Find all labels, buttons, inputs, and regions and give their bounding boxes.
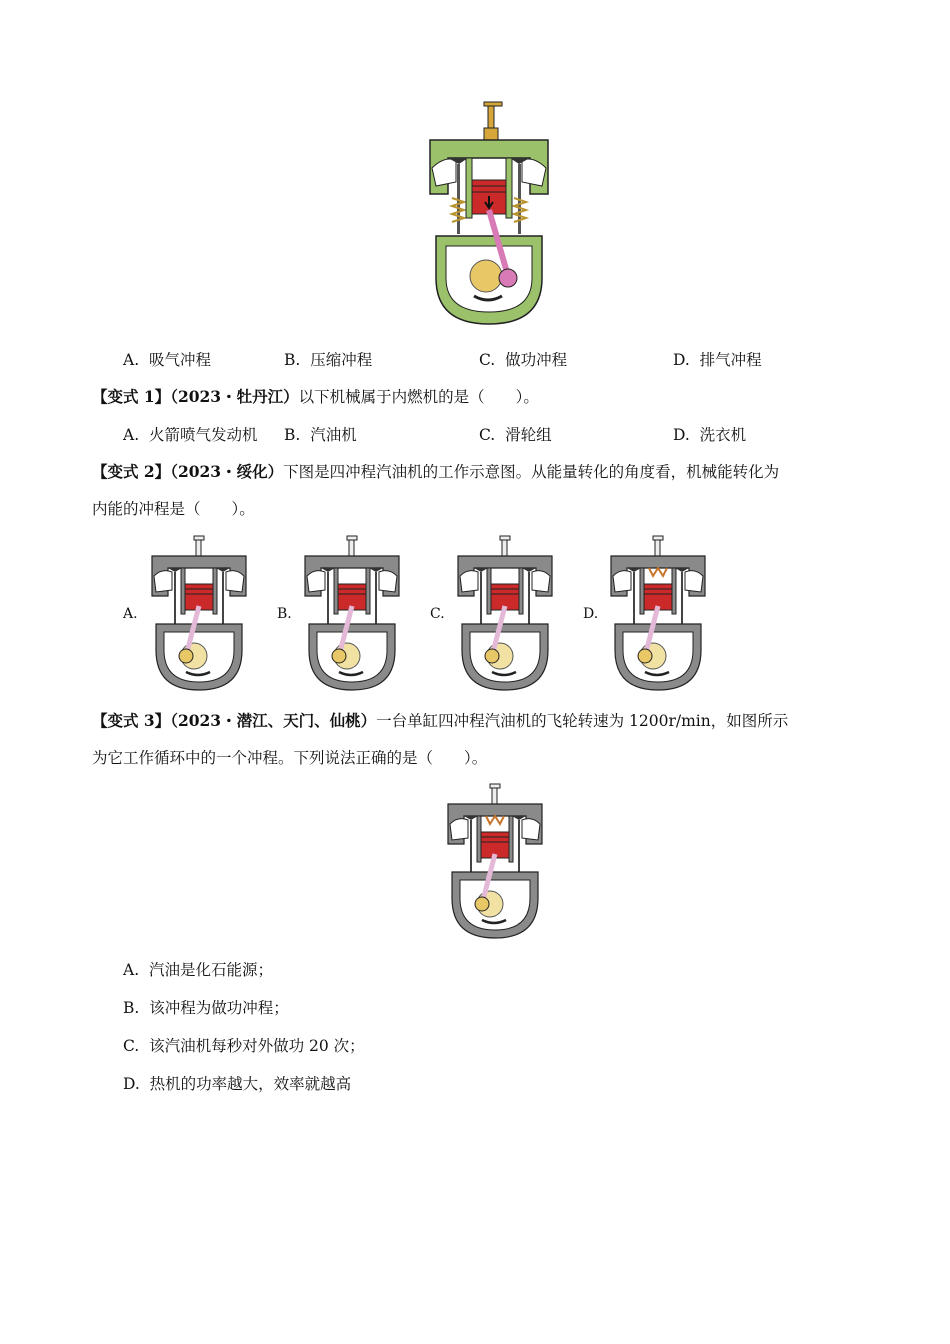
engine-figure-a[interactable] — [150, 532, 248, 692]
v3-stem-line1: 一台单缸四冲程汽油机的飞轮转速为 1200r/min，如图所示 — [376, 712, 789, 730]
v1-option-c[interactable]: C. 滑轮组 — [479, 426, 552, 444]
v2-stem-line1: 下图是四冲程汽油机的工作示意图。从能量转化的角度看，机械能转化为 — [283, 463, 780, 481]
engine-figure-v3 — [446, 780, 544, 940]
v3-option-b[interactable]: B. 该冲程为做功冲程； — [123, 999, 289, 1017]
engine-figure-c[interactable] — [456, 532, 554, 692]
v2-stem-line2: 内能的冲程是（ ）。 — [92, 500, 255, 518]
v2-figure-label-b[interactable]: B. — [277, 606, 292, 622]
v2-figure-label-d[interactable]: D. — [583, 606, 599, 622]
v1-stem: 以下机械属于内燃机的是（ ）。 — [298, 388, 539, 406]
engine-figure-d[interactable] — [609, 532, 707, 692]
v3-option-c[interactable]: C. 该汽油机每秒对外做功 20 次； — [123, 1037, 365, 1055]
v3-question-line2 — [92, 746, 487, 768]
v1-option-a[interactable]: A. 火箭喷气发动机 — [123, 426, 258, 444]
q0-option-d[interactable]: D. 排气冲程 — [673, 351, 762, 369]
v1-option-d[interactable]: D. 洗衣机 — [673, 426, 747, 444]
engine-figure-main — [426, 98, 552, 330]
v2-figure-label-c[interactable]: C. — [430, 606, 445, 622]
v2-question-line1 — [92, 460, 779, 482]
q0-option-c[interactable]: C. 做功冲程 — [479, 351, 568, 369]
v3-source: （2023・潜江、天门、仙桃） — [170, 711, 377, 730]
v3-option-a[interactable]: A. 汽油是化石能源； — [123, 961, 273, 979]
v2-source: （2023・绥化） — [170, 462, 284, 481]
engine-figure-b[interactable] — [303, 532, 401, 692]
v1-tag: 【变式 1】 — [92, 387, 171, 406]
spark-burst-icon — [486, 816, 504, 824]
v1-option-b[interactable]: B. 汽油机 — [284, 426, 357, 444]
v3-question-line1 — [92, 709, 788, 731]
q0-option-a[interactable]: A. 吸气冲程 — [123, 351, 211, 369]
v1-question — [92, 385, 539, 407]
v2-question-line2 — [92, 497, 255, 519]
v3-tag: 【变式 3】 — [92, 711, 171, 730]
v3-stem-line2: 为它工作循环中的一个冲程。下列说法正确的是（ ）。 — [92, 749, 488, 767]
q0-option-b[interactable]: B. 压缩冲程 — [284, 351, 373, 369]
v2-figure-label-a[interactable]: A. — [123, 606, 138, 622]
v3-option-d[interactable]: D. 热机的功率越大，效率就越高 — [123, 1075, 352, 1093]
spark-burst-icon — [649, 568, 667, 576]
v2-tag: 【变式 2】 — [92, 462, 171, 481]
v1-source: （2023・牡丹江） — [170, 387, 299, 406]
